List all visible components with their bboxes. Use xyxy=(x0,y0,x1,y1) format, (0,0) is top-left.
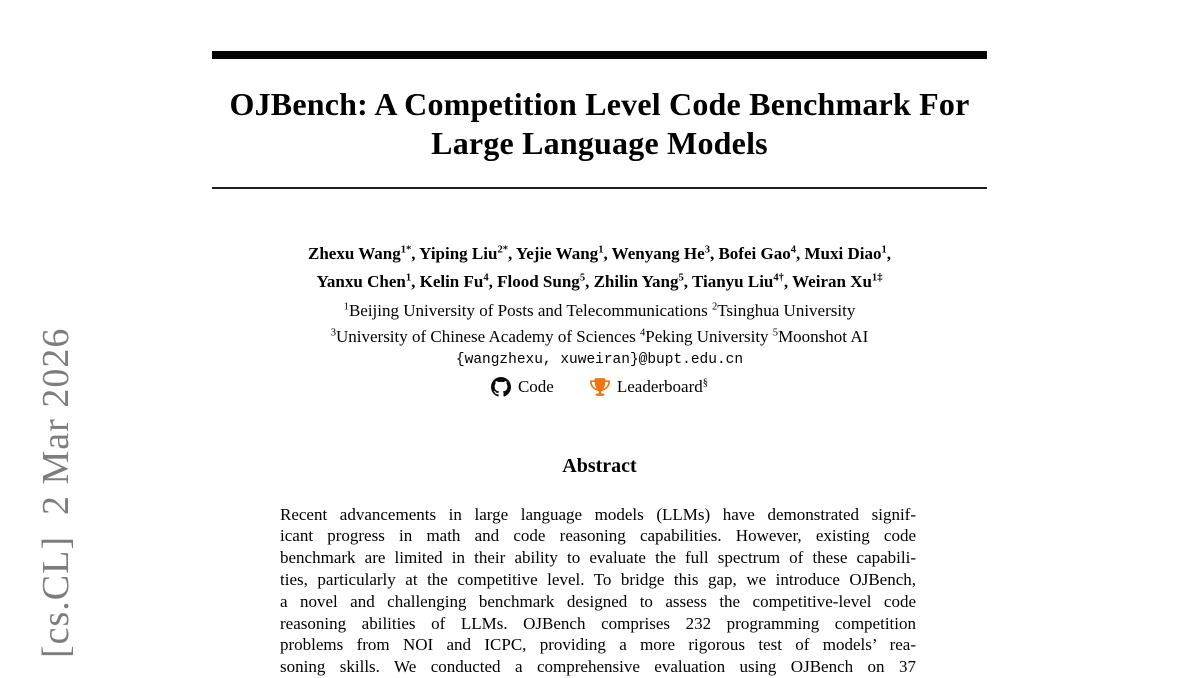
author-sep: , xyxy=(603,243,612,263)
author-sup: 1 xyxy=(598,244,604,255)
author-sep: , xyxy=(488,272,498,292)
author-list xyxy=(212,237,987,294)
author-sep: , xyxy=(683,272,692,292)
abstract-line: soning skills. We conducted a comprehensive evaluation using OJBench on 37 xyxy=(280,657,916,677)
author xyxy=(718,244,804,263)
affiliation xyxy=(331,327,640,346)
affiliation-list xyxy=(212,296,987,347)
author-name: Flood Sung xyxy=(497,272,580,292)
code-link[interactable] xyxy=(491,377,554,397)
affiliation-text: Beijing University of Posts and Telecommunications xyxy=(348,300,708,320)
author-name: Kelin Fu xyxy=(419,272,484,292)
affiliation xyxy=(773,327,868,346)
affiliation-sup: 4 xyxy=(640,326,646,338)
affiliation-sup: 1 xyxy=(343,301,349,313)
affiliation-line-1 xyxy=(212,296,987,322)
author-sup: 1‡ xyxy=(871,272,883,284)
author-sep: , xyxy=(886,243,891,263)
author-sep: , xyxy=(585,272,594,292)
author xyxy=(692,272,792,291)
author-sep: , xyxy=(783,272,793,292)
contact-email: {wangzhexu, xuweiran}@bupt.edu.cn xyxy=(455,351,744,368)
top-rule xyxy=(212,51,987,59)
author-sep: , xyxy=(411,243,420,263)
author-sup: 5 xyxy=(678,272,684,284)
author-sep: , xyxy=(507,243,516,263)
author xyxy=(419,244,516,263)
links-row xyxy=(212,375,987,399)
affiliation-line-2 xyxy=(212,322,987,348)
affiliation-sup: 5 xyxy=(772,326,779,338)
paper-content xyxy=(212,0,987,678)
title-rule xyxy=(212,187,987,189)
leaderboard-link-label xyxy=(617,377,708,397)
author-name: Muxi Diao xyxy=(804,243,882,263)
author xyxy=(516,244,612,263)
author xyxy=(792,272,882,291)
leaderboard-footnote-mark: § xyxy=(702,376,709,388)
affiliation-text: Peking University xyxy=(645,326,769,346)
code-link-label: Code xyxy=(517,376,554,396)
author-sup: 5 xyxy=(579,272,586,284)
leaderboard-label-text: Leaderboard xyxy=(616,376,703,396)
author-name: Yiping Liu xyxy=(419,243,498,263)
affiliation-sup: 2 xyxy=(711,301,718,313)
author xyxy=(612,244,719,263)
affiliation xyxy=(712,301,855,320)
affiliation-text: Tsinghua University xyxy=(717,300,856,320)
trophy-icon xyxy=(590,378,610,396)
author-sep: , xyxy=(411,272,420,292)
affiliation-sup: 3 xyxy=(330,326,336,338)
title-line-2: Large Language Models xyxy=(431,125,768,161)
abstract-body xyxy=(280,504,916,678)
affiliation-text: University of Chinese Academy of Sciences xyxy=(335,326,636,346)
author-sup: 4 xyxy=(483,272,489,284)
author-sup: 4† xyxy=(773,272,784,284)
author-sup: 1 xyxy=(881,244,887,255)
author-name: Weiran Xu xyxy=(792,272,872,292)
author-name: Yejie Wang xyxy=(515,243,599,263)
abstract-line: benchmark are limited in their ability to evaluate the full spectrum of these capabili- xyxy=(280,548,916,568)
author xyxy=(497,272,593,291)
arxiv-stamp: [cs.CL] 2 Mar 2026 xyxy=(35,327,77,658)
author xyxy=(317,272,420,291)
affiliation-text: Moonshot AI xyxy=(778,326,869,346)
author-name: Wenyang He xyxy=(611,243,705,263)
paper-title xyxy=(212,85,987,163)
author-sup: 1* xyxy=(400,244,412,255)
abstract-line: reasoning abilities of LLMs. OJBench comprises 232 programming competition xyxy=(280,613,916,633)
author-line-1 xyxy=(212,237,987,266)
abstract-heading: Abstract xyxy=(562,454,637,477)
author-sup: 1 xyxy=(405,272,412,284)
author-name: Bofei Gao xyxy=(718,243,791,263)
author-line-2 xyxy=(212,266,987,295)
author-name: Zhilin Yang xyxy=(593,272,679,292)
abstract-line: ties, particularly at the competitive level. To bridge this gap, we introduce OJBench, xyxy=(280,570,916,590)
leaderboard-link[interactable] xyxy=(590,377,708,397)
abstract-line: Recent advancements in large language models (LLMs) have demonstrated signif- xyxy=(280,504,916,524)
abstract-line: icant progress in math and code reasoning capabilities. However, existing code xyxy=(280,526,916,546)
author-name: Yanxu Chen xyxy=(316,272,406,292)
author-sup: 4 xyxy=(790,244,796,255)
title-line-1: OJBench: A Competition Level Code Benchmark For xyxy=(229,86,970,122)
author-sup: 2* xyxy=(497,244,508,255)
author xyxy=(308,244,419,263)
author-name: Tianyu Liu xyxy=(691,272,774,292)
author-name: Zhexu Wang xyxy=(308,243,401,263)
author-sep: , xyxy=(709,243,719,263)
abstract-line: problems from NOI and ICPC, providing a more rigorous test of models’ rea- xyxy=(280,635,916,655)
affiliation xyxy=(640,327,773,346)
author xyxy=(804,244,891,263)
author-sep: , xyxy=(795,243,805,263)
github-icon xyxy=(491,377,511,397)
abstract-line: a novel and challenging benchmark designed to assess the competitive-level code xyxy=(280,591,916,611)
affiliation xyxy=(344,301,712,320)
author xyxy=(420,272,498,291)
author xyxy=(594,272,692,291)
author-sup: 3 xyxy=(704,244,710,255)
